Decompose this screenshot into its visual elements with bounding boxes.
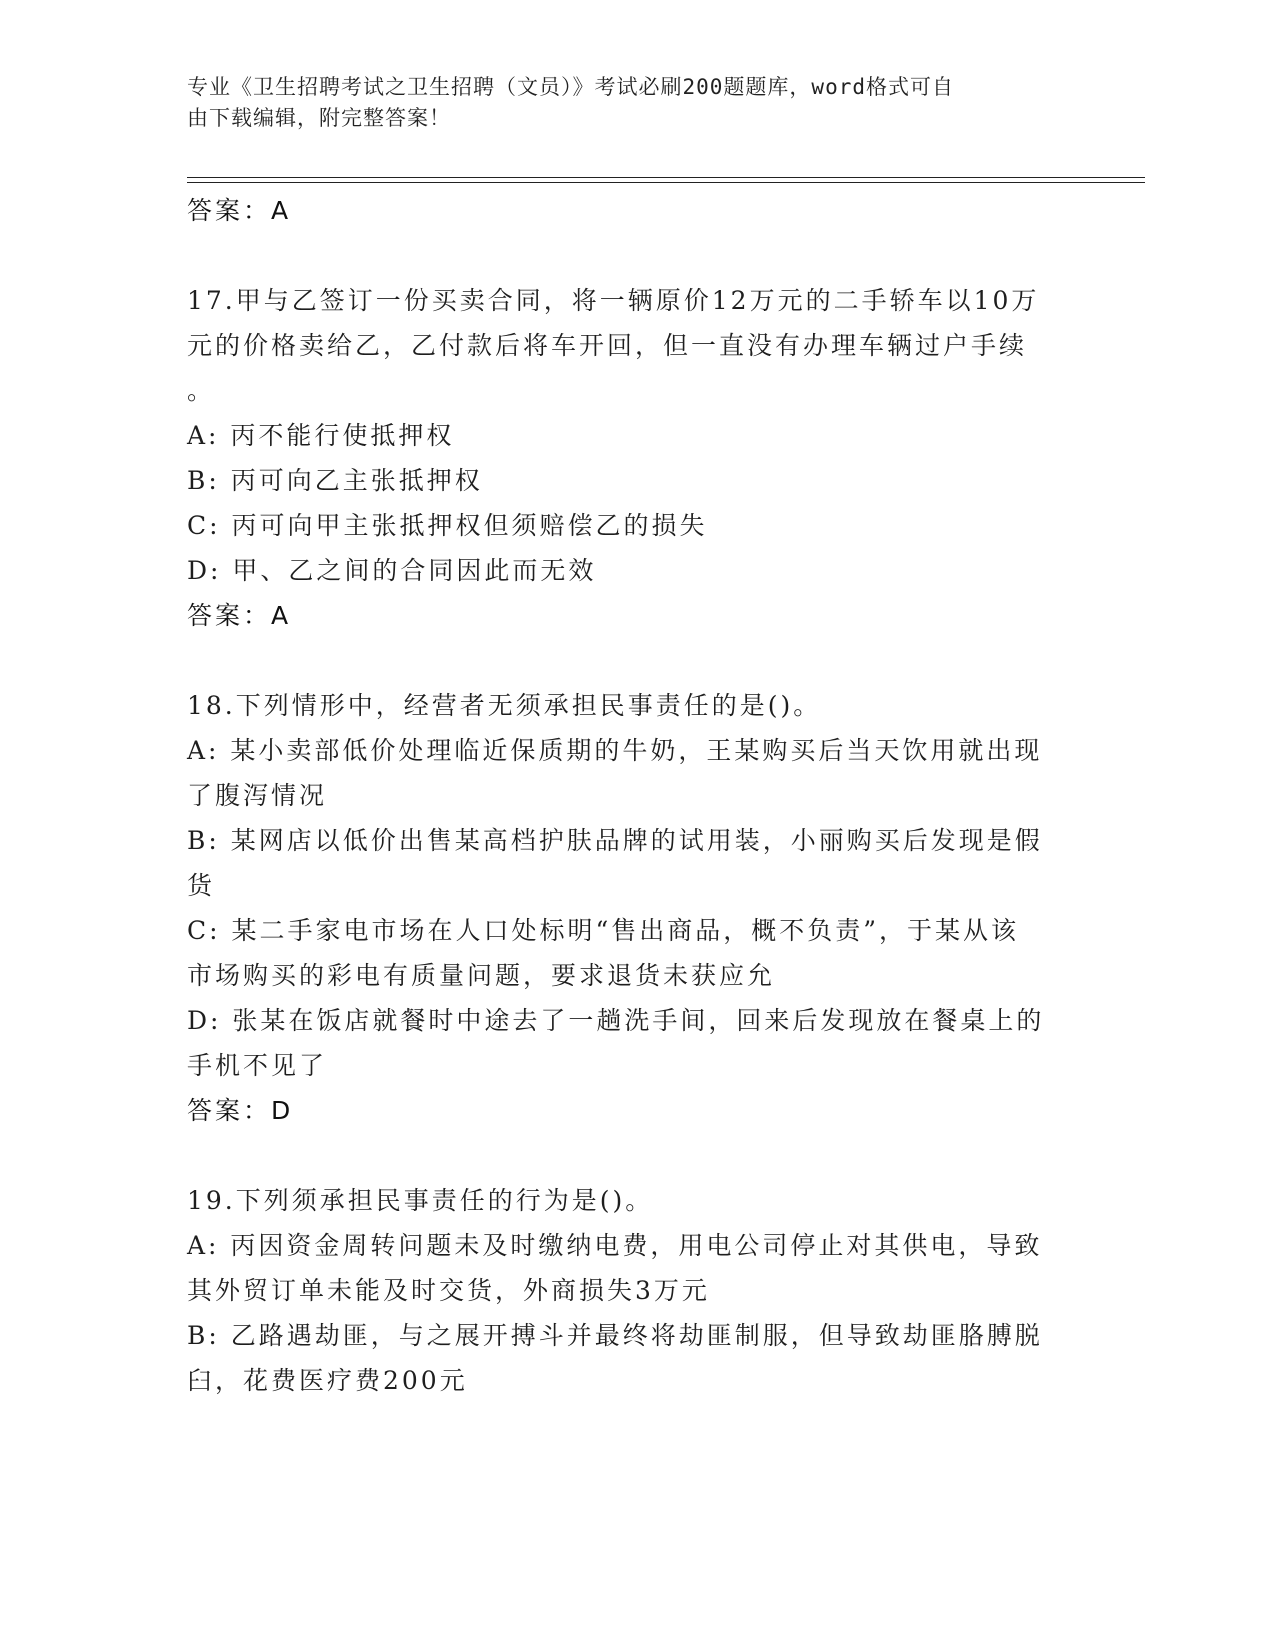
question-17-option-b: B: 丙可向乙主张抵押权 — [187, 466, 483, 495]
header-divider-top — [187, 177, 1145, 178]
question-17-stem-line-1: 17.甲与乙签订一份买卖合同，将一辆原价12万元的二手轿车以10万 — [187, 286, 1040, 315]
answer-18: 答案：D — [187, 1096, 294, 1125]
header-line-1: 专业《卫生招聘考试之卫生招聘（文员）》考试必刷200题题库，word格式可自 — [187, 75, 954, 99]
header-divider-bottom — [187, 182, 1145, 183]
question-19-stem: 19.下列须承担民事责任的行为是()。 — [187, 1186, 654, 1215]
question-18-option-b-line-2: 货 — [187, 871, 216, 900]
question-17-stem-line-3: 。 — [187, 376, 216, 405]
question-19-option-b-line-1: B: 乙路遇劫匪，与之展开搏斗并最终将劫匪制服，但导致劫匪胳膊脱 — [187, 1321, 1043, 1350]
question-19-option-a-line-2: 其外贸订单未能及时交货，外商损失3万元 — [187, 1276, 710, 1305]
question-18-option-a-line-2: 了腹泻情况 — [187, 781, 328, 810]
question-18-option-c-line-2: 市场购买的彩电有质量问题，要求退货未获应允 — [187, 961, 776, 990]
page-header — [187, 72, 1067, 134]
question-19 — [187, 1178, 1087, 1403]
answer-16: 答案：A — [187, 196, 292, 225]
question-17-stem-line-2: 元的价格卖给乙，乙付款后将车开回，但一直没有办理车辆过户手续 — [187, 331, 1028, 360]
question-18-option-a-line-1: A: 某小卖部低价处理临近保质期的牛奶，王某购买后当天饮用就出现 — [187, 736, 1043, 765]
question-18-option-c-line-1: C: 某二手家电市场在人口处标明“售出商品，概不负责”，于某从该 — [187, 916, 1020, 945]
answer-17: 答案：A — [187, 601, 292, 630]
question-18-option-d-line-2: 手机不见了 — [187, 1051, 328, 1080]
question-17-option-d: D: 甲、乙之间的合同因此而无效 — [187, 556, 597, 585]
question-18-stem: 18.下列情形中，经营者无须承担民事责任的是()。 — [187, 691, 822, 720]
document-body — [187, 188, 1087, 1403]
question-18-option-b-line-1: B: 某网店以低价出售某高档护肤品牌的试用装，小丽购买后发现是假 — [187, 826, 1043, 855]
question-18 — [187, 683, 1087, 1133]
question-19-option-a-line-1: A: 丙因资金周转问题未及时缴纳电费，用电公司停止对其供电，导致 — [187, 1231, 1043, 1260]
question-17 — [187, 278, 1087, 638]
question-18-option-d-line-1: D: 张某在饭店就餐时中途去了一趟洗手间，回来后发现放在餐桌上的 — [187, 1006, 1045, 1035]
header-line-2: 由下载编辑，附完整答案！ — [187, 106, 451, 130]
question-17-option-a: A: 丙不能行使抵押权 — [187, 421, 455, 450]
question-19-option-b-line-2: 臼，花费医疗费200元 — [187, 1366, 468, 1395]
question-17-option-c: C: 丙可向甲主张抵押权但须赔偿乙的损失 — [187, 511, 708, 540]
